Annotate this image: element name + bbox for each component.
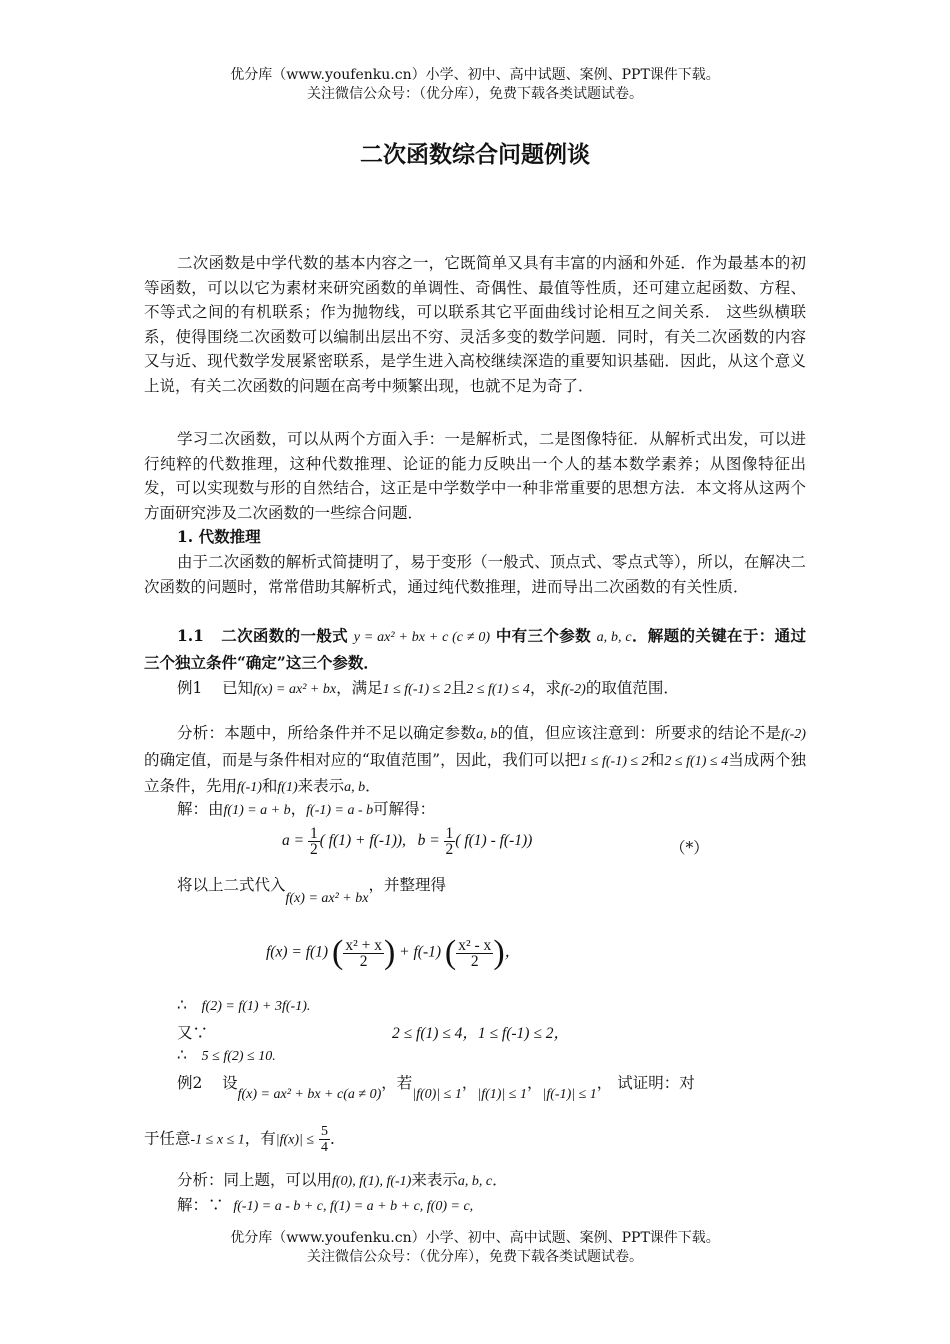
ex2-text-6: ． [330,1129,346,1148]
ex2-text-1: 设 [222,1074,238,1092]
frac-num: 1 [309,825,318,842]
ex2-text-4: 于任意 [144,1129,191,1148]
example-2-solution [144,1193,806,1220]
sub-math: f(x) = ax² + bx [285,891,369,906]
analysis-math-5: f(-1) [237,780,262,795]
example-1-target: f(-2) [560,682,586,697]
solution-text-2: ， [290,800,307,818]
footer-line-1: 优分库（www.youfenku.cn）小学、初中、高中试题、案例、PPT课件下载。 [230,1230,720,1246]
section-1-heading: 1. 代数推理 [177,527,261,546]
example-2-statement-cont [144,1124,346,1155]
analysis-text-3: 的确定值，而是与条件相对应的“取值范围”，因此，我们可以把 [144,750,581,769]
ex2-solution-math: f(-1) = a - b + c, f(1) = a + b + c, f(0) = c, [233,1199,474,1214]
solution-text-3: 可解得： [373,800,436,818]
analysis-text-6: 和 [261,777,278,795]
analysis-text-4: 和 [648,750,665,769]
therefore-2-math: 5 ≤ f(2) ≤ 10. [201,1049,276,1064]
analysis-math-6: f(1) [277,780,298,795]
therefore-symbol: ∴ [177,1046,187,1064]
frac-den: 2 [309,841,318,858]
ex2-cond-1: |f(0)| ≤ 1 [412,1087,462,1102]
header-line-1: 优分库（www.youfenku.cn）小学、初中、高中试题、案例、PPT课件下载。 [230,67,720,83]
footer-line-2: 关注微信公众号：（优分库），免费下载各类试题试卷。 [307,1249,643,1265]
because-symbol: 又∵ [177,1024,209,1042]
ex2-analysis-math: f(0), f(1), f(-1) [332,1174,412,1189]
example-1-function: f(x) = ax² + bx [253,682,337,697]
section-1-paragraph: 由于二次函数的解析式简捷明了，易于变形（一般式、顶点式、零点式等），所以，在解决二次函数的问题时，常常借助其解析式，通过纯代数推理，进而导出二次函数的有关性质． [144,553,806,596]
analysis-math-3: 1 ≤ f(-1) ≤ 2 [580,753,649,769]
example-1-text-5: 的取值范围． [585,679,679,697]
also-line [177,1021,208,1043]
example-1-condition-2: 2 ≤ f(1) ≤ 4 [466,682,530,697]
example-1-text-4: ，求 [529,679,561,697]
analysis-text-8: ． [365,777,381,795]
fraction-half-a [308,826,320,857]
ex2-analysis-3: ． [492,1171,508,1189]
example-1-text-1: 已知 [222,679,254,697]
ex2-analysis-math-2: a, b, c [457,1174,493,1189]
analysis-math-4: 2 ≤ f(1) ≤ 4 [664,753,729,769]
ex2-comma-2: ， [526,1074,543,1092]
analysis-text-1: 分析：本题中，所给条件并不足以确定参数 [177,724,477,742]
intro-paragraph-1: 二次函数是中学代数的基本内容之一，它既简单又具有丰富的内涵和外延．作为最基本的初等函数，可以以它为素材来研究函数的单调性、奇偶性、最值等性质，还可建立起函数、方程、不等式之间的有机联系；作为抛物线，可以联系其它平面曲线讨论相互之间关系． 这些纵横联系，使得围绕二次函数可以编制出层出不穷、灵活多变的数学问题．同时，有关二次函数的内容又与近、现代数学发展紧密联系，是学生进入高校继续深造的重要知识基础．因此，从这个意义上说，有关二次函数的问题在高考中频繁出现，也就不足为奇了． [144,254,806,395]
big-den-2: 2 [470,952,479,970]
example-1-analysis [144,721,806,801]
example-2-label: 例2 [177,1074,203,1092]
example-2-statement [144,1071,806,1102]
intro-paragraph-2: 学习二次函数，可以从两个方面入手：一是解析式，二是图像特征．从解析式出发，可以进行纯粹的代数推理，这种代数推理、论证的能力反映出一个人的基本数学素养；从图像特征出发，可以实现数与形的自然结合，这正是中学数学中一种非常重要的思想方法．本文将从这两个方面研究涉及二次函数的一些综合问题． [144,430,806,522]
big-num-1: x² + x [345,936,382,954]
ex2-solution-text: 解：∵ [177,1196,224,1214]
equation-mark: （*） [670,839,709,857]
ex2-analysis-2: 来表示 [411,1171,458,1189]
equation-star [282,826,532,857]
ex2-comma-1: ， [461,1074,478,1092]
big-fraction-1 [343,938,384,969]
ex2-range: -1 ≤ x ≤ 1 [190,1132,245,1148]
ex2-text-2: ，若 [381,1074,413,1092]
therefore-2 [177,1046,276,1065]
page-header [0,66,950,104]
ex2-bound: |f(x)| ≤ [275,1132,315,1148]
example-1-solution-intro [144,797,806,824]
analysis-text-5: 当成两个独立条件，先用 [144,750,806,795]
eq-b-rhs: ( f(1) - f(-1)) [455,832,533,850]
substitution-line [144,873,806,906]
ex2-comma-3: ， [596,1074,613,1092]
fraction-half-b [444,826,456,857]
big-fraction-2 [456,938,493,969]
section-1-1-number: 1.1 [177,626,204,645]
analysis-math-2: f(-2) [781,727,806,742]
eq-b-lhs: b = [417,832,440,850]
page-footer [0,1229,950,1267]
therefore-1 [177,996,310,1015]
example-1-condition-1: 1 ≤ f(-1) ≤ 2 [382,682,451,697]
section-1-1-text-3: ．解题的关键在于：通过三个独立条件“确定”这三个参数． [144,626,806,672]
big-equation: f(x) = f(1) ( $\frac{\text{x² + x}}{2}$ ) + f(-1) ( $\frac{\text{x² - x}}{2}$ )， [266,934,521,971]
section-1-1-text-1: 二次函数的一般式 [221,626,349,645]
frac-num: 1 [445,825,454,842]
section-1-1-paragraph [144,624,806,675]
big-eq-mid: + f(-1) [399,943,442,961]
analysis-math-1: a, b [476,727,498,742]
header-line-2: 关注微信公众号：（优分库），免费下载各类试题试卷。 [307,86,643,102]
fraction-five-quarters [319,1124,330,1155]
solution-math-1: f(1) = a + b [223,803,291,818]
analysis-text-7: 来表示 [297,777,345,795]
general-form-formula: y = ax² + bx + c (c ≠ 0) [353,630,491,645]
analysis-text-2: 的值，但应该注意到：所要求的结论不是 [497,724,782,742]
frac-den-4: 4 [321,1140,329,1155]
ex2-cond-2: |f(1)| ≤ 1 [477,1087,527,1102]
ex2-cond-3: |f(-1)| ≤ 1 [542,1087,597,1102]
big-num-2: x² - x [458,936,492,954]
sub-text-1: 将以上二式代入 [177,876,286,894]
therefore-symbol: ∴ [177,996,187,1014]
example-1-statement [144,676,806,703]
example-1-text-3: 且 [450,679,467,697]
example-1-text-2: ，满足 [336,679,383,697]
frac-num-5: 5 [321,1124,329,1139]
example-2-analysis [144,1168,806,1195]
also-math: 2 ≤ f(1) ≤ 4，1 ≤ f(-1) ≤ 2， [392,1025,569,1042]
ex2-analysis-1: 分析：同上题，可以用 [177,1171,333,1189]
big-eq-end: ， [504,943,521,961]
eq-a-lhs: a = [282,832,305,850]
big-eq-f: f(x) = f(1) [266,943,329,961]
section-1-1-text-2: 中有三个参数 [495,626,591,645]
frac-den: 2 [445,841,454,858]
big-den-1: 2 [359,952,368,970]
ex2-text-3: 试证明：对 [617,1074,695,1092]
eq-a-rhs: ( f(1) + f(-1)), [319,832,406,850]
ex2-function: f(x) = ax² + bx + c(a ≠ 0) [237,1087,382,1102]
page-title: 二次函数综合问题例谈 [360,142,590,168]
sub-text-2: ，并整理得 [368,876,446,894]
solution-math-2: f(-1) = a - b [306,803,374,818]
example-1-label: 例1 [177,679,203,697]
ex2-text-5: ，有 [244,1129,276,1148]
analysis-math-7: a, b [344,780,366,795]
solution-text-1: 解：由 [177,800,224,818]
params-abc: a, b, c [596,630,632,645]
therefore-1-math: f(2) = f(1) + 3f(-1). [201,999,311,1014]
